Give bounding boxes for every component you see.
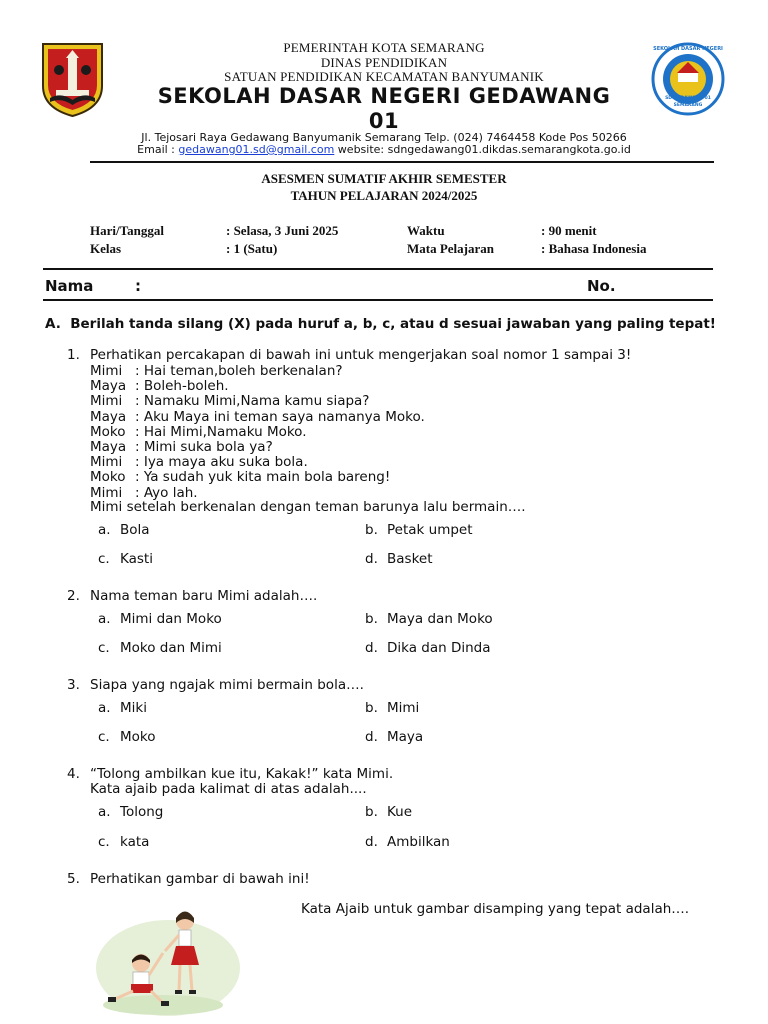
- q3-question: Siapa yang ngajak mimi bermain bola….: [90, 677, 364, 693]
- q4-question-line2: Kata ajaib pada kalimat di atas adalah....: [90, 781, 367, 797]
- email-label: Email :: [137, 143, 179, 156]
- q2-number: 2.: [67, 588, 80, 604]
- dialogue-text: : Iya maya aku suka bola.: [135, 454, 308, 471]
- q2-option-a-text: Mimi dan Moko: [120, 611, 222, 627]
- q3-option-b-text: Mimi: [387, 700, 420, 716]
- dialogue-speaker: Mimi: [90, 363, 123, 379]
- class-label: Kelas: [90, 241, 122, 256]
- day-value: : Selasa, 3 Juni 2025: [226, 223, 339, 238]
- dialogue-speaker: Mimi: [90, 393, 123, 410]
- class-value: : 1 (Satu): [226, 241, 278, 256]
- time-value: : 90 menit: [541, 223, 597, 238]
- school-contact: [0, 143, 768, 156]
- q4-option-d-letter: d.: [365, 834, 378, 850]
- q4-question-line1: “Tolong ambilkan kue itu, Kakak!” kata Mimi.: [90, 766, 394, 782]
- day-label: Hari/Tanggal: [90, 223, 164, 238]
- dialogue-line: [90, 469, 390, 485]
- dialogue-line: [90, 409, 425, 425]
- dialogue-line: [90, 378, 229, 394]
- subject-value: : Bahasa Indonesia: [541, 241, 647, 256]
- q1-option-c-text: Kasti: [120, 551, 153, 567]
- q4-option-d-text: Ambilkan: [387, 834, 450, 850]
- q3-option-c-text: Moko: [120, 729, 156, 745]
- school-name-number: 01: [368, 109, 400, 133]
- subject-label: Mata Pelajaran: [407, 241, 495, 256]
- name-row-bottom-rule: [43, 299, 713, 301]
- q2-option-c-text: Moko dan Mimi: [120, 640, 222, 656]
- header-line-government: PEMERINTAH KOTA SEMARANG: [283, 40, 485, 55]
- q4-option-c-text: kata: [120, 834, 150, 850]
- q1-option-b-letter: b.: [365, 522, 378, 538]
- school-logo-text-city: SEMARANG: [673, 103, 703, 108]
- q5-intro: Perhatikan gambar di bawah ini!: [90, 871, 310, 887]
- q3-option-b-letter: b.: [365, 700, 378, 716]
- header-divider: [90, 161, 714, 163]
- dialogue-text: : Namaku Mimi,Nama kamu siapa?: [135, 393, 370, 410]
- q3-option-d-text: Maya: [387, 729, 424, 745]
- q3-option-c-letter: c.: [98, 729, 110, 745]
- school-name: SEKOLAH DASAR NEGERI GEDAWANG: [157, 84, 611, 108]
- dialogue-text: : Boleh-boleh.: [135, 378, 229, 395]
- dialogue-text: : Hai teman,boleh berkenalan?: [135, 363, 343, 379]
- dialogue-line: [90, 439, 273, 455]
- name-label: Nama: [45, 277, 94, 295]
- dialogue-speaker: Maya: [90, 378, 127, 395]
- q5-number: 5.: [67, 871, 80, 887]
- q4-number: 4.: [67, 766, 80, 782]
- exam-title: ASESMEN SUMATIF AKHIR SEMESTER: [261, 171, 507, 186]
- student-number-label: No.: [587, 277, 616, 295]
- q2-option-a-letter: a.: [98, 611, 111, 627]
- name-colon: :: [135, 277, 141, 295]
- q2-question: Nama teman baru Mimi adalah….: [90, 588, 318, 604]
- dialogue-line: [90, 454, 308, 470]
- q5-question: Kata Ajaib untuk gambar disamping yang tepat adalah….: [301, 901, 690, 917]
- email-link[interactable]: gedawang01.sd@gmail.com: [178, 143, 335, 156]
- q3-option-a-letter: a.: [98, 700, 111, 716]
- q2-option-b-letter: b.: [365, 611, 378, 627]
- q2-option-d-letter: d.: [365, 640, 378, 656]
- q3-number: 3.: [67, 677, 80, 693]
- q4-option-b-letter: b.: [365, 804, 378, 820]
- dialogue-text: : Aku Maya ini teman saya namanya Moko.: [135, 408, 425, 425]
- dialogue-line: [90, 424, 307, 440]
- q1-option-a-text: Bola: [120, 522, 150, 538]
- q1-option-b-text: Petak umpet: [387, 522, 473, 538]
- q1-intro: Perhatikan percakapan di bawah ini untuk mengerjakan soal nomor 1 sampai 3!: [90, 347, 632, 363]
- dialogue-line: [90, 393, 369, 409]
- dialogue-speaker: Mimi: [90, 484, 123, 501]
- q5-illustration: [93, 893, 243, 1018]
- website-text: website: sdngedawang01.dikdas.semarangkota.go.id: [334, 143, 631, 156]
- q4-option-a-letter: a.: [98, 804, 111, 820]
- q2-option-c-letter: c.: [98, 640, 110, 656]
- time-label: Waktu: [407, 223, 445, 238]
- name-row-top-rule: [43, 268, 713, 270]
- dialogue-speaker: Moko: [90, 423, 126, 440]
- q3-option-d-letter: d.: [365, 729, 378, 745]
- q1-option-a-letter: a.: [98, 522, 111, 538]
- q3-option-a-text: Miki: [120, 700, 147, 716]
- q1-number: 1.: [67, 347, 80, 363]
- q4-option-b-text: Kue: [387, 804, 413, 820]
- q2-option-b-text: Maya dan Moko: [387, 611, 493, 627]
- dialogue-speaker: Moko: [90, 469, 126, 486]
- dialogue-text: : Ayo lah.: [135, 484, 198, 501]
- dialogue-text: : Mimi suka bola ya?: [135, 439, 273, 455]
- section-a-instruction: A. Berilah tanda silang (X) pada huruf a, b, c, atau d sesuai jawaban yang paling tepat!: [45, 316, 716, 332]
- q2-option-d-text: Dika dan Dinda: [387, 640, 491, 656]
- header-line-unit: SATUAN PENDIDIKAN KECAMATAN BANYUMANIK: [224, 69, 544, 84]
- q1-option-d-letter: d.: [365, 551, 378, 567]
- dialogue-speaker: Maya: [90, 408, 127, 425]
- q1-option-c-letter: c.: [98, 551, 110, 567]
- dialogue-text: : Hai Mimi,Namaku Moko.: [135, 423, 307, 440]
- school-logo-text-top: SEKOLAH DASAR NEGERI: [653, 46, 723, 52]
- q4-option-a-text: Tolong: [120, 804, 164, 820]
- dialogue-speaker: Maya: [90, 439, 127, 455]
- exam-year: TAHUN PELAJARAN 2024/2025: [290, 188, 478, 203]
- header-line-department: DINAS PENDIDIKAN: [320, 55, 448, 70]
- q1-option-d-text: Basket: [387, 551, 433, 567]
- q4-option-c-letter: c.: [98, 834, 110, 850]
- school-address: Jl. Tejosari Raya Gedawang Banyumanik Semarang Telp. (024) 7464458 Kode Pos 50266: [141, 131, 627, 144]
- school-logo-text-bottom: SD GEDAWANG 01: [665, 96, 711, 101]
- q1-question: Mimi setelah berkenalan dengan teman barunya lalu bermain….: [90, 499, 526, 515]
- dialogue-text: : Ya sudah yuk kita main bola bareng!: [135, 469, 391, 486]
- dialogue-line: [90, 363, 343, 379]
- dialogue-speaker: Mimi: [90, 454, 123, 471]
